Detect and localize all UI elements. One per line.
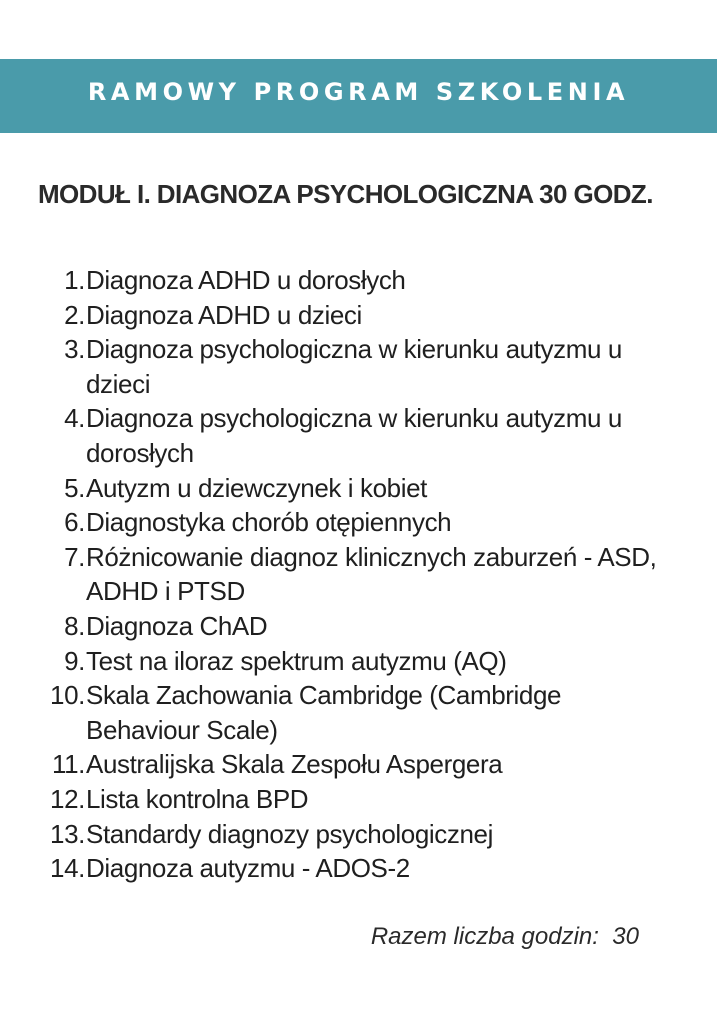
- list-item: [0, 298, 717, 333]
- list-item: [0, 851, 717, 886]
- item-number: 12.: [50, 783, 85, 814]
- item-number: 7.: [64, 541, 85, 572]
- item-text: Różnicowanie diagnoz klinicznych zaburzeń - ASD, ADHD i PTSD: [86, 541, 657, 607]
- list-item: [0, 263, 717, 298]
- list-item: [0, 505, 717, 540]
- item-text: Lista kontrolna BPD: [86, 783, 309, 814]
- list-item: [0, 678, 717, 747]
- page-title: RAMOWY PROGRAM SZKOLENIA: [87, 78, 630, 106]
- total-hours: [371, 920, 639, 954]
- item-number: 9.: [64, 645, 85, 676]
- list-item: [0, 471, 717, 506]
- item-text: Test na iloraz spektrum autyzmu (AQ): [86, 645, 507, 676]
- item-number: 8.: [64, 610, 85, 641]
- topic-list: [0, 263, 717, 886]
- item-text: Diagnoza ADHD u dorosłych: [86, 265, 406, 295]
- item-number: 6.: [64, 507, 85, 538]
- item-text: Standardy diagnozy psychologicznej: [86, 818, 493, 849]
- item-text: Autyzm u dziewczynek i kobiet: [86, 472, 427, 503]
- list-item: [0, 782, 717, 817]
- item-number: 1.: [64, 265, 85, 295]
- item-number: 3.: [64, 334, 85, 365]
- header-banner: [0, 59, 717, 133]
- item-number: 4.: [64, 403, 85, 434]
- list-item: [0, 609, 717, 644]
- item-text: Diagnoza psychologiczna w kierunku autyzmu u dorosłych: [86, 403, 622, 468]
- item-text: Australijska Skala Zespołu Aspergera: [86, 749, 503, 780]
- item-text: Diagnostyka chorób otępiennych: [86, 507, 452, 538]
- item-text: Diagnoza autyzmu - ADOS-2: [86, 853, 410, 884]
- item-number: 5.: [64, 472, 85, 503]
- list-item: [0, 401, 717, 470]
- total-hours-value: 30: [612, 923, 639, 950]
- total-hours-label: Razem liczba godzin:: [370, 923, 599, 950]
- list-item: [0, 332, 717, 401]
- item-number: 11.: [51, 749, 85, 780]
- item-text: Diagnoza ChAD: [86, 610, 268, 641]
- item-text: Skala Zachowania Cambridge (Cambridge Behaviour Scale): [86, 680, 562, 745]
- item-number: 10.: [50, 680, 85, 711]
- item-text: Diagnoza ADHD u dzieci: [86, 299, 362, 330]
- list-item: [0, 540, 717, 609]
- item-number: 2.: [64, 299, 85, 330]
- list-item: [0, 644, 717, 679]
- module-title: MODUŁ I. DIAGNOZA PSYCHOLOGICZNA 30 GODZ.: [38, 179, 653, 209]
- item-number: 13.: [50, 818, 85, 849]
- item-number: 14.: [50, 853, 85, 884]
- item-text: Diagnoza psychologiczna w kierunku autyzmu u dzieci: [86, 334, 622, 399]
- list-item: [0, 747, 717, 782]
- list-item: [0, 817, 717, 852]
